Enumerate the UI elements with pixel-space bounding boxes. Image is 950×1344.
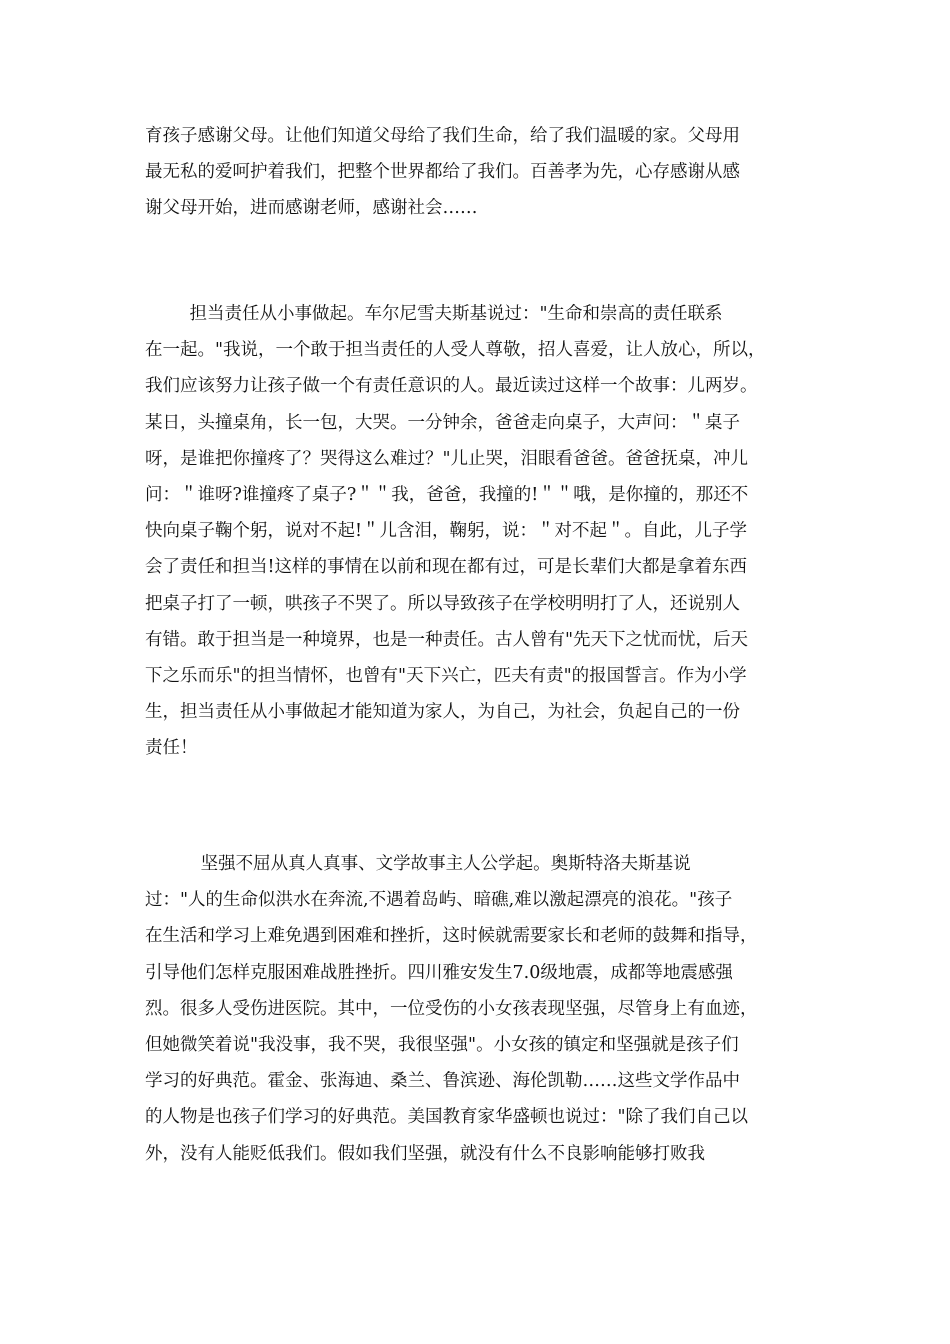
text-line: 育孩子感谢父母。让他们知道父母给了我们生命，给了我们温暖的家。父母用 (145, 126, 740, 146)
text-line: 过："人的生命似洪水在奔流,不遇着岛屿、暗礁,难以激起漂亮的浪花。"孩子 (145, 890, 733, 911)
text-line: 问：＂谁呀?谁撞疼了桌子?＂＂我，爸爸，我撞的!＂＂哦，是你撞的，那还不 (145, 484, 749, 505)
text-line: 在生活和学习上难免遇到困难和挫折，这时候就需要家长和老师的鼓舞和指导， (145, 926, 758, 947)
text-line: 坚强不屈从真人真事、文学故事主人公学起。奥斯特洛夫斯基说 (145, 854, 691, 874)
text-line: 某日，头撞桌角，长一包，大哭。一分钟余，爸爸走向桌子，大声问：＂桌子 (145, 412, 740, 433)
text-line: 谢父母开始，进而感谢老师，感谢社会…… (145, 198, 478, 219)
text-line: 外，没有人能贬低我们。假如我们坚强，就没有什么不良影响能够打败我 (145, 1143, 705, 1164)
text-line: 烈。很多人受伤进医院。其中，一位受伤的小女孩表现坚强，尽管身上有血迹， (145, 998, 758, 1019)
text-line: 引导他们怎样克服困难战胜挫折。四川雅安发生7.0级地震，成都等地震感强 (145, 962, 733, 983)
text-line: 会了责任和担当!这样的事情在以前和现在都有过，可是长辈们大都是拿着东西 (145, 557, 748, 578)
text-line: 我们应该努力让孩子做一个有责任意识的人。最近读过这样一个故事：儿两岁。 (145, 376, 758, 397)
text-line: 学习的好典范。霍金、张海迪、桑兰、鲁滨逊、海伦凯勒……这些文学作品中 (145, 1071, 740, 1092)
text-line: 责任！ (145, 738, 198, 759)
paragraph-gratitude (145, 118, 815, 227)
text-line: 下之乐而乐"的担当情怀，也曾有"天下兴亡，匹夫有责"的报国誓言。作为小学 (145, 665, 747, 686)
text-line: 呀，是谁把你撞疼了？哭得这么难过？"儿止哭，泪眼看爸爸。爸爸抚桌，冲儿 (145, 448, 749, 469)
paragraph-responsibility (145, 296, 815, 766)
text-line: 最无私的爱呵护着我们，把整个世界都给了我们。百善孝为先，心存感谢从感 (145, 162, 740, 183)
paragraph-perseverance (145, 846, 815, 1172)
text-line: 快向桌子鞠个躬，说对不起!＂儿含泪，鞠躬，说：＂对不起＂。自此，儿子学 (145, 521, 748, 542)
text-line: 担当责任从小事做起。车尔尼雪夫斯基说过："生命和崇高的责任联系 (145, 304, 723, 324)
text-line: 有错。敢于担当是一种境界，也是一种责任。古人曾有"先天下之忧而忧，后天 (145, 629, 749, 650)
text-line: 但她微笑着说"我没事，我不哭，我很坚强"。小女孩的镇定和坚强就是孩子们 (145, 1034, 739, 1055)
text-line: 把桌子打了一顿，哄孩子不哭了。所以导致孩子在学校明明打了人，还说别人 (145, 593, 740, 614)
text-line: 生，担当责任从小事做起才能知道为家人，为自己，为社会，负起自己的一份 (145, 702, 740, 723)
text-line: 的人物是也孩子们学习的好典范。美国教育家华盛顿也说过："除了我们自己以 (145, 1107, 749, 1128)
text-line: 在一起。"我说，一个敢于担当责任的人受人尊敬，招人喜爱，让人放心，所以， (145, 340, 766, 361)
